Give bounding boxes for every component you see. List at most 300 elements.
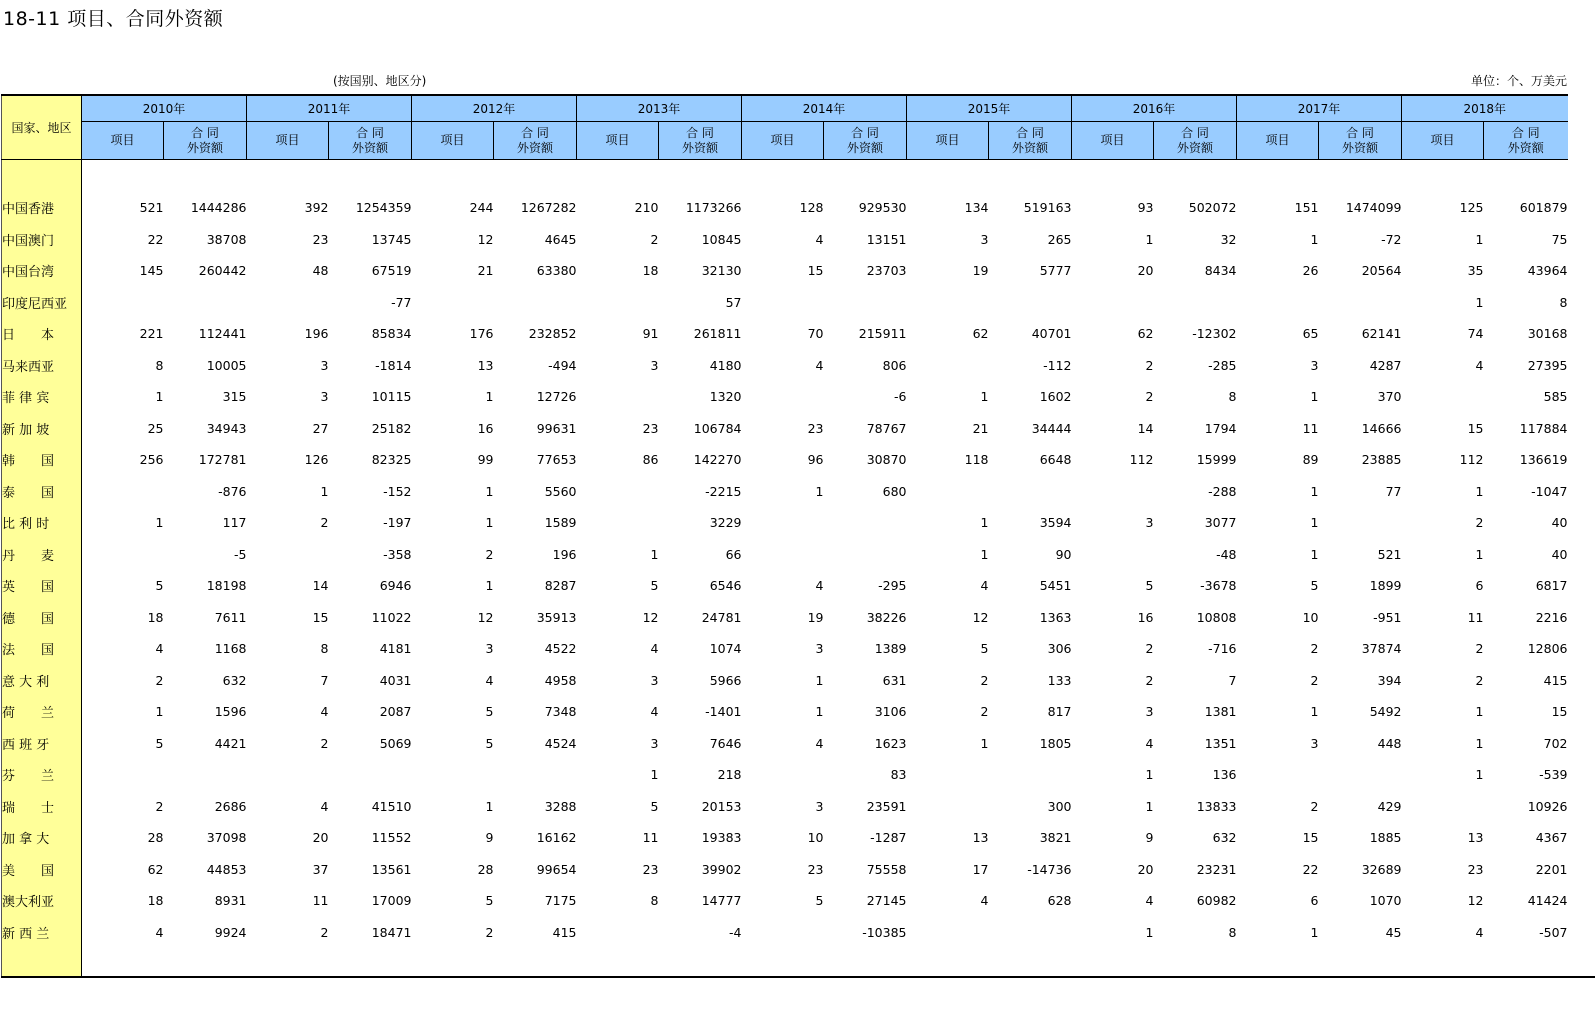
contract-amount-cell: 37874 <box>1361 641 1402 657</box>
contract-amount-header-line2: 外资额 <box>681 140 718 155</box>
project-count-cell: 1 <box>485 798 494 814</box>
project-count-cell: 125 <box>1459 200 1484 216</box>
table-title: 18-11 项目、合同外资额 <box>3 8 224 30</box>
contract-amount-cell: 38226 <box>866 609 907 625</box>
project-count-cell: 96 <box>807 452 824 468</box>
project-count-cell: 15 <box>312 609 329 625</box>
contract-amount-cell: -4 <box>729 924 742 940</box>
project-count-cell: 126 <box>304 452 329 468</box>
project-count-cell: 2 <box>1310 798 1319 814</box>
project-count-cell: 20 <box>1137 263 1154 279</box>
project-count-cell <box>247 759 329 791</box>
contract-amount-cell: -716 <box>1208 641 1237 657</box>
project-count-header: 项目 <box>82 122 164 160</box>
project-count-cell: 1 <box>155 389 164 405</box>
project-count-cell: 2 <box>650 231 659 247</box>
contract-amount-cell: -10385 <box>862 924 907 940</box>
contract-amount-cell: 2216 <box>1535 609 1568 625</box>
contract-amount-cell: 300 <box>1047 798 1072 814</box>
project-count-cell: 3 <box>815 641 824 657</box>
project-count-cell: 3 <box>320 389 329 405</box>
contract-amount-cell: -3678 <box>1200 578 1237 594</box>
project-count-cell: 93 <box>1137 200 1154 216</box>
project-count-cell: 1 <box>815 704 824 720</box>
project-count-cell: 1 <box>485 515 494 531</box>
contract-amount-cell: -152 <box>383 483 412 499</box>
project-count-header: 项目 <box>1402 122 1484 160</box>
project-count-cell: 22 <box>1302 861 1319 877</box>
project-count-cell <box>742 381 824 413</box>
contract-amount-cell: 196 <box>552 546 577 562</box>
contract-amount-cell: 18198 <box>206 578 247 594</box>
contract-amount-cell: 415 <box>552 924 577 940</box>
contract-amount-cell: 20153 <box>701 798 742 814</box>
contract-amount-cell <box>494 287 577 319</box>
contract-amount-header-line1: 合 同 <box>356 125 384 140</box>
contract-amount-header-line1: 合 同 <box>1016 125 1044 140</box>
table-row <box>2 192 1568 224</box>
contract-amount-cell: 4645 <box>544 231 577 247</box>
project-count-cell <box>412 287 494 319</box>
country-name: 日 本 <box>2 318 82 350</box>
contract-amount-header-line2: 外资额 <box>351 140 388 155</box>
contract-amount-cell: 1805 <box>1039 735 1072 751</box>
contract-amount-cell: 3077 <box>1204 515 1237 531</box>
project-count-cell: 15 <box>1302 830 1319 846</box>
contract-amount-cell: 11022 <box>371 609 412 625</box>
contract-amount-cell: 628 <box>1047 893 1072 909</box>
project-count-cell: 23 <box>807 861 824 877</box>
project-count-cell: 134 <box>964 200 989 216</box>
year-header: 2014年 <box>742 95 907 122</box>
contract-amount-cell: 63380 <box>536 263 577 279</box>
project-count-cell: 8 <box>155 357 164 373</box>
table-row <box>2 318 1568 350</box>
project-count-cell: 1 <box>1475 294 1484 310</box>
project-count-cell: 4 <box>320 704 329 720</box>
project-count-cell: 62 <box>1137 326 1154 342</box>
project-count-cell: 1 <box>485 483 494 499</box>
project-count-cell: 18 <box>147 893 164 909</box>
country-name: 英 国 <box>2 570 82 602</box>
contract-amount-cell: 11552 <box>371 830 412 846</box>
project-count-cell: 18 <box>642 263 659 279</box>
table-row <box>2 224 1568 256</box>
project-count-cell: 10 <box>807 830 824 846</box>
project-count-cell: 3 <box>1145 704 1154 720</box>
contract-amount-cell: 34943 <box>206 420 247 436</box>
contract-amount-cell: -12302 <box>1192 326 1237 342</box>
table-row <box>2 791 1568 823</box>
contract-amount-cell <box>329 759 412 791</box>
contract-amount-cell: 75 <box>1551 231 1568 247</box>
name-column-tail <box>2 948 82 978</box>
contract-amount-header-line2: 外资额 <box>516 140 553 155</box>
project-count-cell: 2 <box>1475 672 1484 688</box>
contract-amount-cell: 57 <box>725 294 742 310</box>
project-count-cell: 2 <box>485 546 494 562</box>
project-count-cell: 1 <box>1310 231 1319 247</box>
project-count-cell: 2 <box>320 515 329 531</box>
contract-amount-cell: 2201 <box>1535 861 1568 877</box>
contract-amount-cell: 99631 <box>536 420 577 436</box>
project-count-cell: 20 <box>312 830 329 846</box>
contract-amount-cell: -1047 <box>1531 483 1568 499</box>
country-name: 韩 国 <box>2 444 82 476</box>
table-row <box>2 885 1568 917</box>
project-count-cell: 1 <box>815 483 824 499</box>
contract-amount-cell: 7 <box>1228 672 1237 688</box>
contract-amount-cell: 502072 <box>1188 200 1237 216</box>
project-count-cell: 1 <box>1310 546 1319 562</box>
contract-amount-cell: 1267282 <box>520 200 577 216</box>
contract-amount-cell: 10115 <box>371 389 412 405</box>
country-name: 德 国 <box>2 602 82 634</box>
project-count-cell <box>577 287 659 319</box>
contract-amount-cell: 77 <box>1385 483 1402 499</box>
project-count-cell: 2 <box>1475 515 1484 531</box>
contract-amount-cell: -951 <box>1373 609 1402 625</box>
project-count-cell <box>247 287 329 319</box>
contract-amount-cell: 23885 <box>1361 452 1402 468</box>
project-count-cell: 244 <box>469 200 494 216</box>
contract-amount-cell <box>164 287 247 319</box>
contract-amount-cell: 13561 <box>371 861 412 877</box>
contract-amount-header <box>1154 122 1237 160</box>
project-count-cell <box>577 476 659 508</box>
contract-amount-cell: 631 <box>882 672 907 688</box>
contract-amount-cell: 30168 <box>1527 326 1568 342</box>
contract-amount-cell: 3821 <box>1039 830 1072 846</box>
contract-amount-cell: 601879 <box>1519 200 1568 216</box>
contract-amount-cell <box>989 287 1072 319</box>
project-count-cell: 1 <box>485 578 494 594</box>
contract-amount-cell: 142270 <box>693 452 742 468</box>
table-row <box>2 350 1568 382</box>
contract-amount-cell: 680 <box>882 483 907 499</box>
contract-amount-cell: 117 <box>222 515 247 531</box>
country-name: 芬 兰 <box>2 759 82 791</box>
project-count-cell: 1 <box>320 483 329 499</box>
header-corner: 国家、地区 <box>2 95 82 160</box>
contract-amount-cell: 6546 <box>709 578 742 594</box>
contract-amount-cell: 1168 <box>214 641 247 657</box>
contract-amount-cell: 1602 <box>1039 389 1072 405</box>
contract-amount-cell: -6 <box>894 389 907 405</box>
contract-amount-cell: -507 <box>1539 924 1568 940</box>
project-count-cell: 5 <box>485 735 494 751</box>
project-count-cell: 4 <box>1145 893 1154 909</box>
contract-amount-cell: 1363 <box>1039 609 1072 625</box>
contract-amount-cell: 32 <box>1220 231 1237 247</box>
project-count-cell: 3 <box>1310 357 1319 373</box>
contract-amount-cell: 75558 <box>866 861 907 877</box>
contract-amount-cell: 25182 <box>371 420 412 436</box>
project-count-cell: 118 <box>964 452 989 468</box>
project-count-header: 项目 <box>577 122 659 160</box>
contract-amount-header <box>164 122 247 160</box>
contract-amount-cell: 3594 <box>1039 515 1072 531</box>
contract-amount-cell: 4524 <box>544 735 577 751</box>
project-count-cell: 20 <box>1137 861 1154 877</box>
contract-amount-cell: 83 <box>890 767 907 783</box>
project-count-cell: 3 <box>1145 515 1154 531</box>
project-count-cell: 151 <box>1294 200 1319 216</box>
project-count-cell: 5 <box>155 735 164 751</box>
contract-amount-header-line2: 外资额 <box>846 140 883 155</box>
project-count-header: 项目 <box>247 122 329 160</box>
project-count-cell: 1 <box>485 389 494 405</box>
contract-amount-cell: 30870 <box>866 452 907 468</box>
contract-amount-cell: 38708 <box>206 231 247 247</box>
table-row <box>2 413 1568 445</box>
contract-amount-header-line2: 外资额 <box>186 140 223 155</box>
contract-amount-cell: 702 <box>1543 735 1568 751</box>
contract-amount-cell <box>824 539 907 571</box>
contract-amount-cell: -1287 <box>870 830 907 846</box>
contract-amount-cell: 632 <box>222 672 247 688</box>
project-count-cell: 1 <box>155 704 164 720</box>
project-count-cell: 1 <box>1475 735 1484 751</box>
contract-amount-cell: 106784 <box>693 420 742 436</box>
project-count-cell: 37 <box>312 861 329 877</box>
project-count-cell: 11 <box>312 893 329 909</box>
country-name: 意 大 利 <box>2 665 82 697</box>
contract-amount-cell: 13151 <box>866 231 907 247</box>
project-count-cell <box>412 759 494 791</box>
contract-amount-header-line1: 合 同 <box>1346 125 1374 140</box>
project-count-cell: 74 <box>1467 326 1484 342</box>
contract-amount-cell: 4181 <box>379 641 412 657</box>
table-row <box>2 381 1568 413</box>
project-count-cell: 23 <box>312 231 329 247</box>
contract-amount-cell: 5560 <box>544 483 577 499</box>
contract-amount-cell: 77653 <box>536 452 577 468</box>
contract-amount-cell: 37098 <box>206 830 247 846</box>
country-name: 新 加 坡 <box>2 413 82 445</box>
project-count-cell: 3 <box>650 357 659 373</box>
project-count-cell: 176 <box>469 326 494 342</box>
contract-amount-header <box>989 122 1072 160</box>
project-count-cell: 91 <box>642 326 659 342</box>
contract-amount-cell: 1074 <box>709 641 742 657</box>
project-count-cell: 62 <box>147 861 164 877</box>
country-name: 加 拿 大 <box>2 822 82 854</box>
contract-amount-cell <box>1319 287 1402 319</box>
contract-amount-cell: 429 <box>1377 798 1402 814</box>
project-count-cell: 4 <box>650 641 659 657</box>
project-count-cell <box>1072 287 1154 319</box>
project-count-cell <box>742 287 824 319</box>
project-count-cell <box>742 759 824 791</box>
table-row <box>2 822 1568 854</box>
table-row <box>2 602 1568 634</box>
project-count-cell: 27 <box>312 420 329 436</box>
project-count-cell: 15 <box>1467 420 1484 436</box>
project-count-cell: 521 <box>139 200 164 216</box>
table-row <box>2 444 1568 476</box>
project-count-cell: 12 <box>477 231 494 247</box>
project-count-cell: 4 <box>155 641 164 657</box>
country-name: 中国澳门 <box>2 224 82 256</box>
project-count-cell: 12 <box>1467 893 1484 909</box>
year-header: 2012年 <box>412 95 577 122</box>
contract-amount-cell: -48 <box>1216 546 1237 562</box>
project-count-cell <box>907 917 989 949</box>
project-count-cell: 6 <box>1310 893 1319 909</box>
contract-amount-cell: 3106 <box>874 704 907 720</box>
project-count-cell: 128 <box>799 200 824 216</box>
contract-amount-cell: 41424 <box>1527 893 1568 909</box>
contract-amount-cell: 306 <box>1047 641 1072 657</box>
project-count-cell: 1 <box>980 515 989 531</box>
contract-amount-cell: -1401 <box>705 704 742 720</box>
project-count-cell: 5 <box>485 704 494 720</box>
project-count-cell: 1 <box>980 389 989 405</box>
contract-amount-cell: 8434 <box>1204 263 1237 279</box>
contract-amount-cell: 10005 <box>206 357 247 373</box>
project-count-cell: 8 <box>650 893 659 909</box>
project-count-cell: 11 <box>1467 609 1484 625</box>
contract-amount-cell: -1814 <box>375 357 412 373</box>
project-count-cell: 1 <box>815 672 824 688</box>
contract-amount-cell: 8 <box>1559 294 1568 310</box>
country-name: 西 班 牙 <box>2 728 82 760</box>
project-count-cell: 1 <box>1310 515 1319 531</box>
project-count-cell: 16 <box>1137 609 1154 625</box>
contract-amount-cell: 1885 <box>1369 830 1402 846</box>
project-count-cell: 23 <box>642 420 659 436</box>
contract-amount-cell: 585 <box>1543 389 1568 405</box>
contract-amount-cell: 40 <box>1551 515 1568 531</box>
contract-amount-cell: 817 <box>1047 704 1072 720</box>
year-header: 2011年 <box>247 95 412 122</box>
contract-amount-cell: 6817 <box>1535 578 1568 594</box>
project-count-cell: 28 <box>147 830 164 846</box>
contract-amount-cell: 7611 <box>214 609 247 625</box>
contract-amount-cell: 1899 <box>1369 578 1402 594</box>
table-row <box>2 696 1568 728</box>
contract-amount-header-line2: 外资额 <box>1507 140 1544 155</box>
contract-amount-cell: -288 <box>1208 483 1237 499</box>
project-count-cell: 4 <box>1475 924 1484 940</box>
project-count-cell: 70 <box>807 326 824 342</box>
project-count-cell: 2 <box>1310 672 1319 688</box>
project-count-cell: 11 <box>642 830 659 846</box>
contract-amount-cell: 632 <box>1212 830 1237 846</box>
project-count-cell <box>577 381 659 413</box>
contract-amount-cell: 8 <box>1228 389 1237 405</box>
project-count-cell: 35 <box>1467 263 1484 279</box>
contract-amount-cell: 43964 <box>1527 263 1568 279</box>
project-count-cell: 2 <box>1145 357 1154 373</box>
table-row <box>2 854 1568 886</box>
contract-amount-header-line1: 合 同 <box>1181 125 1209 140</box>
project-count-cell: 3 <box>485 641 494 657</box>
country-name: 荷 兰 <box>2 696 82 728</box>
contract-amount-cell: 35913 <box>536 609 577 625</box>
contract-amount-cell: 315 <box>222 389 247 405</box>
project-count-cell: 8 <box>320 641 329 657</box>
contract-amount-cell: -285 <box>1208 357 1237 373</box>
contract-amount-cell: 519163 <box>1023 200 1072 216</box>
contract-amount-header-line1: 合 同 <box>851 125 879 140</box>
contract-amount-cell: 7175 <box>544 893 577 909</box>
project-count-cell <box>82 759 164 791</box>
project-count-cell: 4 <box>1145 735 1154 751</box>
contract-amount-header <box>1484 122 1568 160</box>
project-count-cell <box>742 507 824 539</box>
country-name: 印度尼西亚 <box>2 287 82 319</box>
contract-amount-cell: 172781 <box>198 452 247 468</box>
contract-amount-cell <box>1319 759 1402 791</box>
contract-amount-cell: 261811 <box>693 326 742 342</box>
contract-amount-cell: 4522 <box>544 641 577 657</box>
project-count-header: 项目 <box>742 122 824 160</box>
project-count-cell: 1 <box>1475 767 1484 783</box>
project-count-cell: 5 <box>1145 578 1154 594</box>
project-count-cell: 2 <box>1475 641 1484 657</box>
contract-amount-cell: 45 <box>1385 924 1402 940</box>
year-header: 2015年 <box>907 95 1072 122</box>
contract-amount-cell: -77 <box>391 294 412 310</box>
contract-amount-cell: 67519 <box>371 263 412 279</box>
contract-amount-cell: 5777 <box>1039 263 1072 279</box>
contract-amount-cell: 1596 <box>214 704 247 720</box>
contract-amount-cell: 82325 <box>371 452 412 468</box>
project-count-cell: 4 <box>485 672 494 688</box>
project-count-cell <box>907 350 989 382</box>
contract-amount-header <box>1319 122 1402 160</box>
contract-amount-cell: 39902 <box>701 861 742 877</box>
project-count-cell: 1 <box>650 767 659 783</box>
contract-amount-cell: 27395 <box>1527 357 1568 373</box>
contract-amount-header <box>659 122 742 160</box>
contract-amount-header-line1: 合 同 <box>191 125 219 140</box>
project-count-cell: 4 <box>815 578 824 594</box>
contract-amount-cell: 394 <box>1377 672 1402 688</box>
contract-amount-cell: 4421 <box>214 735 247 751</box>
contract-amount-cell: 806 <box>882 357 907 373</box>
project-count-cell: 9 <box>1145 830 1154 846</box>
project-count-cell: 3 <box>650 735 659 751</box>
contract-amount-cell: -197 <box>383 515 412 531</box>
table-row <box>2 759 1568 791</box>
country-name: 菲 律 宾 <box>2 381 82 413</box>
contract-amount-cell: 370 <box>1377 389 1402 405</box>
project-count-cell: 25 <box>147 420 164 436</box>
project-count-cell: 12 <box>642 609 659 625</box>
project-count-cell: 3 <box>650 672 659 688</box>
contract-amount-header <box>329 122 412 160</box>
contract-amount-cell: 40701 <box>1031 326 1072 342</box>
project-count-cell: 256 <box>139 452 164 468</box>
contract-amount-cell: 521 <box>1377 546 1402 562</box>
project-count-cell: 145 <box>139 263 164 279</box>
contract-amount-cell: 4031 <box>379 672 412 688</box>
contract-amount-cell: 9924 <box>214 924 247 940</box>
contract-amount-cell: 4180 <box>709 357 742 373</box>
contract-amount-header-line2: 外资额 <box>1176 140 1213 155</box>
project-count-cell <box>82 476 164 508</box>
contract-amount-cell: 133 <box>1047 672 1072 688</box>
project-count-cell <box>247 539 329 571</box>
project-count-cell: 1 <box>1145 924 1154 940</box>
project-count-header: 项目 <box>907 122 989 160</box>
project-count-cell: 1 <box>1145 767 1154 783</box>
contract-amount-cell: 12726 <box>536 389 577 405</box>
country-name: 比 利 时 <box>2 507 82 539</box>
